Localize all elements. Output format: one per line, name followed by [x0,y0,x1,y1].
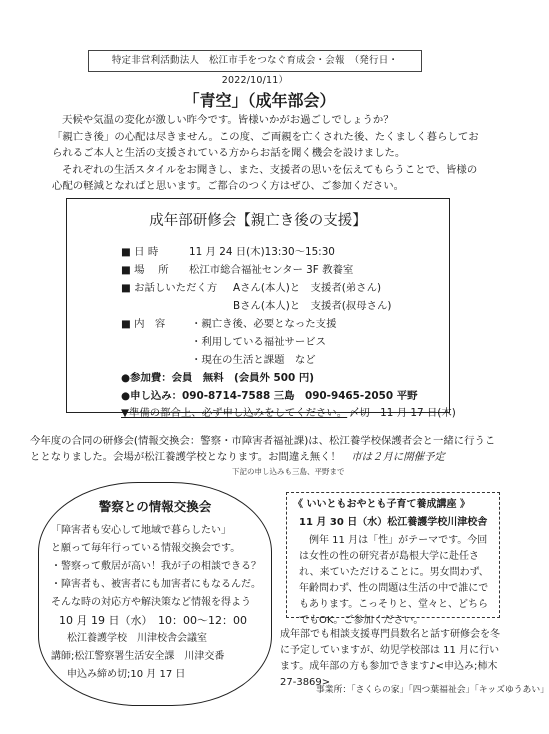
police-exchange-box [38,482,272,706]
police-line: と願って毎年行っている情報交換会です。 [51,543,241,554]
parenting-body: 例年 11 月は「性」がテーマです。今回は女性の性の研究者が島根大学に赴任され、来ていただけることに。男女問わず、年齢問わず、性の問題は生活の中で誰にでもあります。こっそりと、堂々と、どちらでもOK。ご参加ください。 [299,535,489,626]
content-item: ・現在の生活と課題 など [191,354,316,366]
date-value: 11 月 24 日(木)13:30～15:30 [189,246,335,258]
content-label: ■ 内 容 [121,318,166,330]
police-lecturer: 講師;松江警察署生活安全課 川津交番 [51,651,225,662]
parent-section-text: 成年部でも相談支援専門員数名と話す研修会を冬に予定していますが、幼児学校部は 11 月に行います。成年部の方も参加できます♪<申込み;柿木 27-3869> [280,629,500,688]
speaker-a: Aさん(本人)と 支援者(弟さん) [233,282,382,294]
police-line: ・障害者も、被害者にも加害者にもなるんだ。 [51,579,261,590]
speaker-b: Bさん(本人)と 支援者(叔母さん) [233,300,392,312]
police-title: 警察との情報交換会 [98,499,212,514]
footer-facilities: 事業所：「さくらの家」「四つ葉福祉会」「キッズゆうあい」 [316,685,549,695]
apply-text: ●申し込み：090-8714-7588 三島 090-9465-2050 平野 [121,390,418,402]
joint-seminar-text [30,433,500,465]
police-line: そんな時の対応方や解決策など情報を得よう [51,597,251,608]
content-item: ・親亡き後、必要となった支援 [191,318,337,330]
police-venue: 松江養護学校 川津校舎会議室 [67,633,207,644]
intro-line-2: 「親亡き後」の心配は尽きません。この度、ご両親を亡くされた後、たくましく暮らしておられるご本人と生活の支援されている方からお話を聞く機会を設けました。 [52,130,479,159]
police-deadline: 申込み締め切;10 月 17 日 [67,669,186,680]
joint-note: 市は２月に開催予定 [351,451,445,463]
place-value: 松江市総合福祉センター 3F 教養室 [189,264,354,276]
police-date: 10 月 19 日（水） 10：00～12：00 [59,614,247,627]
fee-text: ●参加費：会員 無料 (会員外 500 円) [121,372,314,384]
newsletter-header: 特定非営利活動法人 松江市手をつなぐ育成会・会報 （発行日・2022/10/11） [88,50,422,72]
content-item: ・利用している福祉サービス [191,336,327,348]
page-title: 「青空」（成年部会） [183,91,336,110]
date-label: ■ 日 時 [121,246,159,258]
police-line: 「障害者も安心して地域で暮らしたい」 [51,525,231,536]
intro-line-1: 天候や気温の変化が激しい昨今です。皆様いかがお過ごしでしょうか？ [62,114,394,126]
deadline-text: 〆切 11 月 17 日(木) [349,407,456,419]
notice-text: ▼準備の都合上、必ず申し込みをしてください。 [121,407,348,419]
parenting-title: 《 いいともおやとも子育て養成講座 》 [293,499,470,510]
parenting-course-box [286,492,500,626]
intro-text [52,112,482,195]
seminar-box [66,198,456,419]
small-note: 下記の申し込みも三島、平野まで [232,467,345,476]
police-line: ・警察って敷居が高い！我が子の相談できる？ [51,561,261,572]
intro-line-3: それぞれの生活スタイルをお聞きし、また、支援者の思いを伝えてもらうことで、皆様の心配の軽減となればと思います。ご都合のつく方はぜひ、ご参加ください。 [52,163,478,192]
parenting-date: 11 月 30 日（水）松江養護学校川津校舎 [299,517,488,528]
seminar-title: 成年部研修会【親亡き後の支援】 [149,213,367,229]
speaker-label: ■ お話しいただく方 [121,282,218,294]
joint-line: 今年度の合同の研修会(情報交換会：警察・市障害者福祉課)は、松江養学校保護者会と一緒に行うこととなりました。会場が松江養護学校となります。お間違え無く！ 市は２月に開催予定 [30,435,496,463]
place-label: ■ 場 所 [121,264,169,276]
